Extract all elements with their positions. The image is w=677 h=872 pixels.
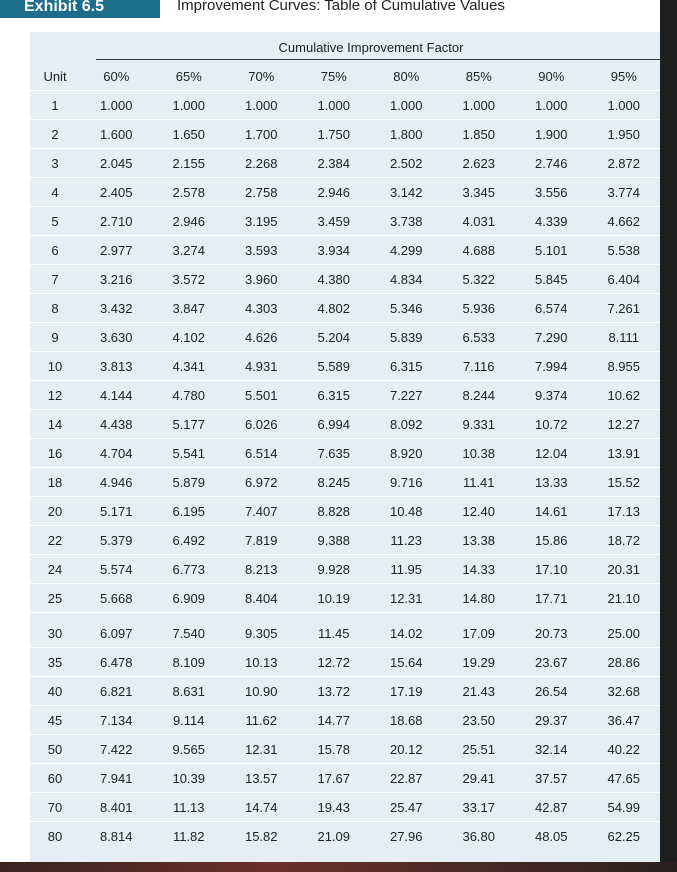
value-cell: 12.72 bbox=[298, 648, 371, 677]
value-cell: 7.261 bbox=[588, 294, 661, 323]
value-cell: 13.33 bbox=[515, 468, 588, 497]
value-cell: 6.994 bbox=[298, 410, 371, 439]
value-cell: 9.114 bbox=[153, 706, 226, 735]
value-cell: 5.589 bbox=[298, 352, 371, 381]
unit-cell: 22 bbox=[30, 526, 80, 555]
unit-cell: 10 bbox=[30, 352, 80, 381]
value-cell: 9.565 bbox=[153, 735, 226, 764]
value-cell: 48.05 bbox=[515, 822, 588, 851]
value-cell: 2.623 bbox=[443, 149, 516, 178]
value-cell: 21.43 bbox=[443, 677, 516, 706]
value-cell: 5.574 bbox=[80, 555, 153, 584]
right-border bbox=[660, 0, 677, 862]
value-cell: 26.54 bbox=[515, 677, 588, 706]
table-row bbox=[30, 584, 660, 613]
value-cell: 15.86 bbox=[515, 526, 588, 555]
value-cell: 25.47 bbox=[370, 793, 443, 822]
table-row bbox=[30, 207, 660, 236]
value-cell: 11.95 bbox=[370, 555, 443, 584]
unit-cell: 14 bbox=[30, 410, 80, 439]
value-cell: 6.514 bbox=[225, 439, 298, 468]
value-cell: 3.813 bbox=[80, 352, 153, 381]
table-row bbox=[30, 265, 660, 294]
value-cell: 2.746 bbox=[515, 149, 588, 178]
table-row bbox=[30, 439, 660, 468]
unit-cell: 25 bbox=[30, 584, 80, 613]
table-row bbox=[30, 555, 660, 584]
unit-cell: 2 bbox=[30, 120, 80, 149]
unit-cell: 7 bbox=[30, 265, 80, 294]
table-row bbox=[30, 294, 660, 323]
value-cell: 2.384 bbox=[298, 149, 371, 178]
value-cell: 33.17 bbox=[443, 793, 516, 822]
value-cell: 1.000 bbox=[80, 91, 153, 120]
value-cell: 4.438 bbox=[80, 410, 153, 439]
value-cell: 7.116 bbox=[443, 352, 516, 381]
value-cell: 10.19 bbox=[298, 584, 371, 613]
value-cell: 12.40 bbox=[443, 497, 516, 526]
unit-cell: 1 bbox=[30, 91, 80, 120]
value-cell: 1.000 bbox=[588, 91, 661, 120]
value-cell: 5.204 bbox=[298, 323, 371, 352]
value-cell: 5.346 bbox=[370, 294, 443, 323]
unit-cell: 45 bbox=[30, 706, 80, 735]
value-cell: 5.668 bbox=[80, 584, 153, 613]
value-cell: 17.10 bbox=[515, 555, 588, 584]
value-cell: 4.834 bbox=[370, 265, 443, 294]
value-cell: 54.99 bbox=[588, 793, 661, 822]
value-cell: 29.41 bbox=[443, 764, 516, 793]
value-cell: 47.65 bbox=[588, 764, 661, 793]
value-cell: 5.839 bbox=[370, 323, 443, 352]
value-cell: 8.920 bbox=[370, 439, 443, 468]
value-cell: 6.478 bbox=[80, 648, 153, 677]
value-cell: 23.67 bbox=[515, 648, 588, 677]
value-cell: 3.216 bbox=[80, 265, 153, 294]
value-cell: 5.177 bbox=[153, 410, 226, 439]
value-cell: 6.315 bbox=[370, 352, 443, 381]
table-row bbox=[30, 91, 660, 120]
value-cell: 2.758 bbox=[225, 178, 298, 207]
value-cell: 3.432 bbox=[80, 294, 153, 323]
table-row bbox=[30, 735, 660, 764]
value-cell: 4.802 bbox=[298, 294, 371, 323]
value-cell: 17.71 bbox=[515, 584, 588, 613]
value-cell: 8.404 bbox=[225, 584, 298, 613]
value-cell: 7.941 bbox=[80, 764, 153, 793]
value-cell: 8.401 bbox=[80, 793, 153, 822]
value-cell: 1.700 bbox=[225, 120, 298, 149]
value-cell: 25.51 bbox=[443, 735, 516, 764]
value-cell: 10.13 bbox=[225, 648, 298, 677]
value-cell: 20.12 bbox=[370, 735, 443, 764]
value-cell: 19.29 bbox=[443, 648, 516, 677]
value-cell: 20.73 bbox=[515, 613, 588, 648]
value-cell: 12.31 bbox=[225, 735, 298, 764]
group-header-rule bbox=[96, 59, 660, 60]
value-cell: 10.62 bbox=[588, 381, 661, 410]
exhibit-label: Exhibit 6.5 bbox=[0, 0, 160, 18]
table-row bbox=[30, 793, 660, 822]
value-cell: 11.62 bbox=[225, 706, 298, 735]
unit-cell: 35 bbox=[30, 648, 80, 677]
unit-cell: 3 bbox=[30, 149, 80, 178]
table-row bbox=[30, 648, 660, 677]
value-cell: 8.092 bbox=[370, 410, 443, 439]
table-row bbox=[30, 352, 660, 381]
value-cell: 2.045 bbox=[80, 149, 153, 178]
value-cell: 7.227 bbox=[370, 381, 443, 410]
value-cell: 4.626 bbox=[225, 323, 298, 352]
value-cell: 2.502 bbox=[370, 149, 443, 178]
value-cell: 13.91 bbox=[588, 439, 661, 468]
column-header: 90% bbox=[538, 68, 565, 84]
value-cell: 6.909 bbox=[153, 584, 226, 613]
column-header: 75% bbox=[320, 68, 347, 84]
value-cell: 11.82 bbox=[153, 822, 226, 851]
value-cell: 17.13 bbox=[588, 497, 661, 526]
value-cell: 7.540 bbox=[153, 613, 226, 648]
value-cell: 8.828 bbox=[298, 497, 371, 526]
value-cell: 15.52 bbox=[588, 468, 661, 497]
value-cell: 10.72 bbox=[515, 410, 588, 439]
cumulative-values-table bbox=[30, 62, 660, 850]
value-cell: 5.379 bbox=[80, 526, 153, 555]
value-cell: 32.68 bbox=[588, 677, 661, 706]
value-cell: 10.38 bbox=[443, 439, 516, 468]
value-cell: 32.14 bbox=[515, 735, 588, 764]
column-header: 85% bbox=[465, 68, 492, 84]
value-cell: 14.02 bbox=[370, 613, 443, 648]
unit-cell: 5 bbox=[30, 207, 80, 236]
value-cell: 7.819 bbox=[225, 526, 298, 555]
value-cell: 28.86 bbox=[588, 648, 661, 677]
value-cell: 3.593 bbox=[225, 236, 298, 265]
value-cell: 11.41 bbox=[443, 468, 516, 497]
value-cell: 9.716 bbox=[370, 468, 443, 497]
table-row bbox=[30, 822, 660, 851]
value-cell: 5.538 bbox=[588, 236, 661, 265]
value-cell: 4.380 bbox=[298, 265, 371, 294]
value-cell: 17.19 bbox=[370, 677, 443, 706]
unit-cell: 70 bbox=[30, 793, 80, 822]
value-cell: 22.87 bbox=[370, 764, 443, 793]
value-cell: 27.96 bbox=[370, 822, 443, 851]
value-cell: 1.000 bbox=[443, 91, 516, 120]
group-header-label: Cumulative Improvement Factor bbox=[278, 40, 464, 55]
value-cell: 4.102 bbox=[153, 323, 226, 352]
column-header: 70% bbox=[248, 68, 275, 84]
value-cell: 1.000 bbox=[298, 91, 371, 120]
value-cell: 4.704 bbox=[80, 439, 153, 468]
table-body bbox=[30, 91, 660, 851]
value-cell: 9.388 bbox=[298, 526, 371, 555]
column-header: Unit bbox=[43, 68, 67, 84]
value-cell: 6.097 bbox=[80, 613, 153, 648]
value-cell: 42.87 bbox=[515, 793, 588, 822]
column-header: 95% bbox=[610, 68, 637, 84]
table-row bbox=[30, 410, 660, 439]
value-cell: 25.00 bbox=[588, 613, 661, 648]
column-header: 80% bbox=[393, 68, 420, 84]
value-cell: 4.341 bbox=[153, 352, 226, 381]
value-cell: 6.026 bbox=[225, 410, 298, 439]
value-cell: 14.74 bbox=[225, 793, 298, 822]
value-cell: 1.650 bbox=[153, 120, 226, 149]
value-cell: 10.39 bbox=[153, 764, 226, 793]
value-cell: 40.22 bbox=[588, 735, 661, 764]
value-cell: 1.850 bbox=[443, 120, 516, 149]
table-row bbox=[30, 497, 660, 526]
group-header bbox=[30, 40, 660, 55]
value-cell: 9.331 bbox=[443, 410, 516, 439]
value-cell: 3.274 bbox=[153, 236, 226, 265]
unit-cell: 12 bbox=[30, 381, 80, 410]
value-cell: 7.407 bbox=[225, 497, 298, 526]
value-cell: 4.299 bbox=[370, 236, 443, 265]
value-cell: 3.738 bbox=[370, 207, 443, 236]
exhibit-header bbox=[0, 0, 660, 18]
table-row bbox=[30, 526, 660, 555]
unit-cell: 16 bbox=[30, 439, 80, 468]
value-cell: 3.345 bbox=[443, 178, 516, 207]
value-cell: 2.268 bbox=[225, 149, 298, 178]
value-cell: 18.68 bbox=[370, 706, 443, 735]
value-cell: 1.750 bbox=[298, 120, 371, 149]
value-cell: 11.23 bbox=[370, 526, 443, 555]
value-cell: 9.305 bbox=[225, 613, 298, 648]
value-cell: 6.533 bbox=[443, 323, 516, 352]
value-cell: 6.773 bbox=[153, 555, 226, 584]
value-cell: 14.61 bbox=[515, 497, 588, 526]
exhibit-title: Improvement Curves: Table of Cumulative Values bbox=[177, 0, 505, 14]
value-cell: 6.972 bbox=[225, 468, 298, 497]
value-cell: 1.000 bbox=[153, 91, 226, 120]
value-cell: 2.872 bbox=[588, 149, 661, 178]
value-cell: 5.845 bbox=[515, 265, 588, 294]
value-cell: 36.80 bbox=[443, 822, 516, 851]
value-cell: 7.635 bbox=[298, 439, 371, 468]
value-cell: 9.928 bbox=[298, 555, 371, 584]
value-cell: 6.404 bbox=[588, 265, 661, 294]
value-cell: 5.322 bbox=[443, 265, 516, 294]
value-cell: 5.879 bbox=[153, 468, 226, 497]
value-cell: 10.90 bbox=[225, 677, 298, 706]
value-cell: 1.900 bbox=[515, 120, 588, 149]
table-row bbox=[30, 677, 660, 706]
value-cell: 14.77 bbox=[298, 706, 371, 735]
value-cell: 8.955 bbox=[588, 352, 661, 381]
value-cell: 7.290 bbox=[515, 323, 588, 352]
unit-cell: 8 bbox=[30, 294, 80, 323]
value-cell: 6.315 bbox=[298, 381, 371, 410]
value-cell: 13.38 bbox=[443, 526, 516, 555]
table-row bbox=[30, 178, 660, 207]
value-cell: 36.47 bbox=[588, 706, 661, 735]
value-cell: 1.000 bbox=[515, 91, 588, 120]
unit-cell: 20 bbox=[30, 497, 80, 526]
value-cell: 5.171 bbox=[80, 497, 153, 526]
value-cell: 4.946 bbox=[80, 468, 153, 497]
unit-cell: 30 bbox=[30, 613, 80, 648]
unit-cell: 50 bbox=[30, 735, 80, 764]
table-row bbox=[30, 236, 660, 265]
value-cell: 1.000 bbox=[370, 91, 443, 120]
value-cell: 29.37 bbox=[515, 706, 588, 735]
value-cell: 3.630 bbox=[80, 323, 153, 352]
value-cell: 8.631 bbox=[153, 677, 226, 706]
value-cell: 8.814 bbox=[80, 822, 153, 851]
value-cell: 2.578 bbox=[153, 178, 226, 207]
value-cell: 5.101 bbox=[515, 236, 588, 265]
value-cell: 37.57 bbox=[515, 764, 588, 793]
value-cell: 6.574 bbox=[515, 294, 588, 323]
value-cell: 15.78 bbox=[298, 735, 371, 764]
table-row bbox=[30, 764, 660, 793]
table-row bbox=[30, 381, 660, 410]
value-cell: 2.405 bbox=[80, 178, 153, 207]
value-cell: 3.774 bbox=[588, 178, 661, 207]
value-cell: 2.710 bbox=[80, 207, 153, 236]
table-row bbox=[30, 149, 660, 178]
value-cell: 4.339 bbox=[515, 207, 588, 236]
value-cell: 3.847 bbox=[153, 294, 226, 323]
unit-cell: 9 bbox=[30, 323, 80, 352]
value-cell: 19.43 bbox=[298, 793, 371, 822]
value-cell: 10.48 bbox=[370, 497, 443, 526]
unit-cell: 24 bbox=[30, 555, 80, 584]
value-cell: 2.977 bbox=[80, 236, 153, 265]
table-row bbox=[30, 706, 660, 735]
value-cell: 1.950 bbox=[588, 120, 661, 149]
value-cell: 4.662 bbox=[588, 207, 661, 236]
value-cell: 5.501 bbox=[225, 381, 298, 410]
value-cell: 21.09 bbox=[298, 822, 371, 851]
value-cell: 12.04 bbox=[515, 439, 588, 468]
column-header: 65% bbox=[175, 68, 202, 84]
value-cell: 4.931 bbox=[225, 352, 298, 381]
column-header: 60% bbox=[103, 68, 130, 84]
value-cell: 1.600 bbox=[80, 120, 153, 149]
column-header-row bbox=[30, 62, 660, 91]
value-cell: 8.109 bbox=[153, 648, 226, 677]
value-cell: 21.10 bbox=[588, 584, 661, 613]
unit-cell: 6 bbox=[30, 236, 80, 265]
value-cell: 14.80 bbox=[443, 584, 516, 613]
value-cell: 2.946 bbox=[298, 178, 371, 207]
value-cell: 4.031 bbox=[443, 207, 516, 236]
value-cell: 5.541 bbox=[153, 439, 226, 468]
value-cell: 62.25 bbox=[588, 822, 661, 851]
value-cell: 11.13 bbox=[153, 793, 226, 822]
value-cell: 7.422 bbox=[80, 735, 153, 764]
value-cell: 1.000 bbox=[225, 91, 298, 120]
value-cell: 9.374 bbox=[515, 381, 588, 410]
value-cell: 20.31 bbox=[588, 555, 661, 584]
value-cell: 3.572 bbox=[153, 265, 226, 294]
table-row bbox=[30, 613, 660, 648]
value-cell: 3.556 bbox=[515, 178, 588, 207]
value-cell: 5.936 bbox=[443, 294, 516, 323]
value-cell: 8.245 bbox=[298, 468, 371, 497]
value-cell: 8.244 bbox=[443, 381, 516, 410]
value-cell: 15.64 bbox=[370, 648, 443, 677]
value-cell: 12.27 bbox=[588, 410, 661, 439]
bottom-bar bbox=[0, 862, 677, 872]
value-cell: 6.492 bbox=[153, 526, 226, 555]
value-cell: 6.195 bbox=[153, 497, 226, 526]
table-row bbox=[30, 468, 660, 497]
value-cell: 23.50 bbox=[443, 706, 516, 735]
value-cell: 12.31 bbox=[370, 584, 443, 613]
value-cell: 3.960 bbox=[225, 265, 298, 294]
value-cell: 13.72 bbox=[298, 677, 371, 706]
unit-cell: 4 bbox=[30, 178, 80, 207]
value-cell: 4.303 bbox=[225, 294, 298, 323]
value-cell: 15.82 bbox=[225, 822, 298, 851]
value-cell: 2.946 bbox=[153, 207, 226, 236]
value-cell: 14.33 bbox=[443, 555, 516, 584]
value-cell: 1.800 bbox=[370, 120, 443, 149]
value-cell: 3.142 bbox=[370, 178, 443, 207]
value-cell: 7.994 bbox=[515, 352, 588, 381]
value-cell: 17.09 bbox=[443, 613, 516, 648]
value-cell: 8.213 bbox=[225, 555, 298, 584]
value-cell: 17.67 bbox=[298, 764, 371, 793]
table-row bbox=[30, 120, 660, 149]
unit-cell: 40 bbox=[30, 677, 80, 706]
unit-cell: 80 bbox=[30, 822, 80, 851]
unit-cell: 18 bbox=[30, 468, 80, 497]
value-cell: 6.821 bbox=[80, 677, 153, 706]
value-cell: 3.459 bbox=[298, 207, 371, 236]
value-cell: 18.72 bbox=[588, 526, 661, 555]
value-cell: 2.155 bbox=[153, 149, 226, 178]
value-cell: 8.111 bbox=[588, 323, 661, 352]
value-cell: 3.934 bbox=[298, 236, 371, 265]
unit-cell: 60 bbox=[30, 764, 80, 793]
value-cell: 4.144 bbox=[80, 381, 153, 410]
value-cell: 3.195 bbox=[225, 207, 298, 236]
table-row bbox=[30, 323, 660, 352]
value-cell: 4.688 bbox=[443, 236, 516, 265]
value-cell: 4.780 bbox=[153, 381, 226, 410]
value-cell: 11.45 bbox=[298, 613, 371, 648]
value-cell: 13.57 bbox=[225, 764, 298, 793]
value-cell: 7.134 bbox=[80, 706, 153, 735]
